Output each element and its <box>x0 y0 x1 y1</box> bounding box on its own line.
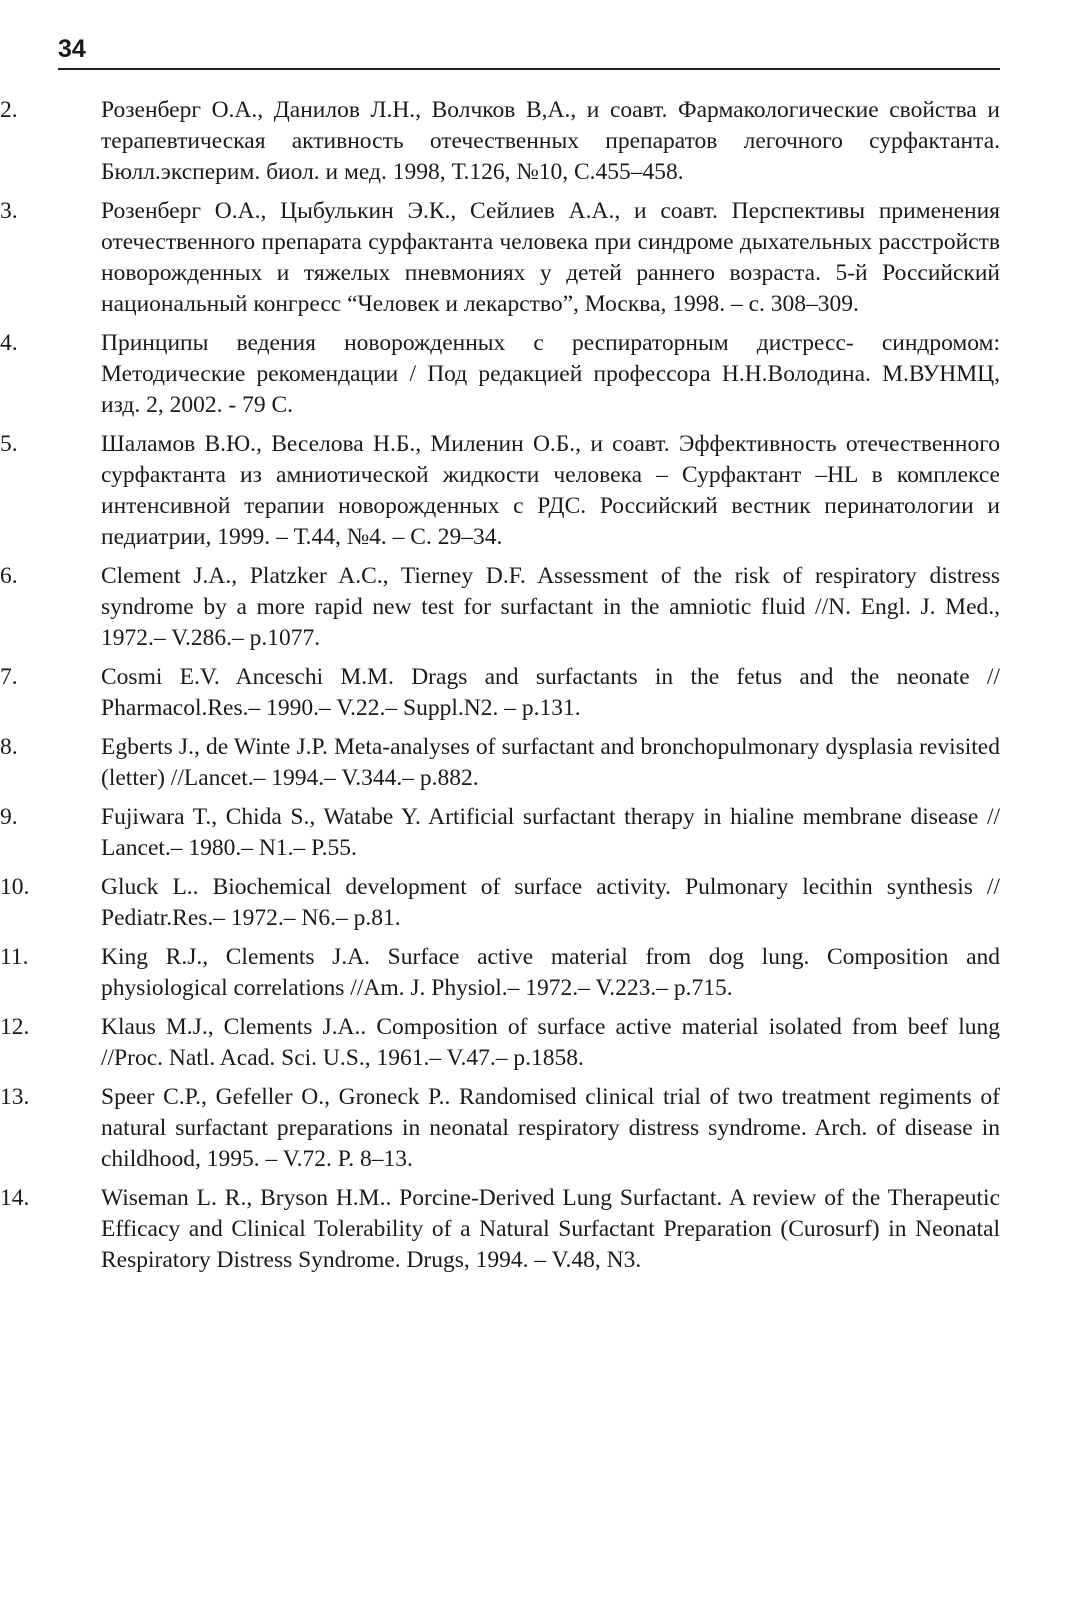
reference-text: Klaus M.J., Clements J.A.. Composition of surface active material isolated from beef lung //Proc. Natl. Acad. Sci. U.S., 1961.– V.47.– p.1858. <box>101 1014 1000 1071</box>
reference-item <box>0 196 1073 320</box>
reference-number: 3. <box>0 198 18 224</box>
reference-number: 9. <box>0 804 18 830</box>
reference-text: Speer C.P., Gefeller O., Groneck P.. Randomised clinical trial of two treatment regiments of natural surfactant preparations in neonatal respiratory distress syndrome. Arch. of disease in childhood, 1995. – V.72. P. 8–13. <box>101 1084 1000 1172</box>
reference-text: Cosmi E.V. Anceschi M.M. Drags and surfactants in the fetus and the neonate // Pharmacol.Res.– 1990.– V.22.– Suppl.N2. – p.131. <box>101 664 1000 721</box>
reference-item <box>0 328 1073 421</box>
reference-text: Шаламов В.Ю., Веселова Н.Б., Миленин О.Б., и соавт. Эффективность отечественного сурфактанта из амниотической жидкости человека – Сурфактант –HL в комплексе интенсивной терапии новорожденных с РДС. Российский вестник перинатологии и педиатрии, 1999. – Т.44, №4. – С. 29–34. <box>101 431 1000 550</box>
reference-item <box>0 872 1073 934</box>
reference-text: Fujiwara T., Chida S., Watabe Y. Artificial surfactant therapy in hialine membrane disease // Lancet.– 1980.– N1.– P.55. <box>101 804 1000 861</box>
reference-text: Egberts J., de Winte J.P. Meta-analyses of surfactant and bronchopulmonary dysplasia revisited (letter) //Lancet.– 1994.– V.344.– p.882. <box>101 734 1000 791</box>
header-rule <box>58 68 1000 70</box>
reference-text: Принципы ведения новорожденных с респираторным дистресс- синдромом: Методические рекомендации / Под редакцией профессора Н.Н.Володина. М.ВУНМЦ, изд. 2, 2002. - 79 С. <box>101 330 1000 418</box>
reference-number: 14. <box>0 1185 30 1211</box>
reference-text: Wiseman L. R., Bryson H.M.. Porcine-Derived Lung Surfactant. A review of the Therapeutic Efficacy and Clinical Tolerability of a Natural Surfactant Preparation (Curosurf) in Neonatal Respiratory Distress Syndrome. Drugs, 1994. – V.48, N3. <box>101 1185 1000 1273</box>
reference-number: 7. <box>0 664 18 690</box>
reference-number: 13. <box>0 1084 30 1110</box>
reference-text: Gluck L.. Biochemical development of surface activity. Pulmonary lecithin synthesis // Pediatr.Res.– 1972.– N6.– p.81. <box>101 874 1000 931</box>
reference-item <box>0 732 1073 794</box>
reference-list <box>0 95 1073 1284</box>
reference-number: 12. <box>0 1014 30 1040</box>
reference-item <box>0 1183 1073 1276</box>
reference-number: 4. <box>0 330 18 356</box>
reference-item <box>0 942 1073 1004</box>
reference-number: 6. <box>0 563 18 589</box>
reference-item <box>0 1082 1073 1175</box>
reference-number: 10. <box>0 874 30 900</box>
reference-text: Розенберг О.А., Данилов Л.Н., Волчков В,А., и соавт. Фармакологические свойства и терапевтическая активность отечественных препаратов легочного сурфактанта. Бюлл.эксперим. биол. и мед. 1998, Т.126, №10, С.455–458. <box>101 97 1000 185</box>
reference-text: King R.J., Clements J.A. Surface active material from dog lung. Composition and physiological correlations //Am. J. Physiol.– 1972.– V.223.– p.715. <box>101 944 1000 1001</box>
reference-number: 8. <box>0 734 18 760</box>
reference-item <box>0 429 1073 553</box>
reference-text: Clement J.A., Platzker A.C., Tierney D.F. Assessment of the risk of respiratory distress syndrome by a more rapid new test for surfactant in the amniotic fluid //N. Engl. J. Med., 1972.– V.286.– p.1077. <box>101 563 1000 651</box>
reference-number: 11. <box>0 944 29 970</box>
page-number: 34 <box>58 35 86 63</box>
reference-item <box>0 662 1073 724</box>
reference-number: 2. <box>0 97 18 123</box>
reference-number: 5. <box>0 431 18 457</box>
reference-item <box>0 802 1073 864</box>
reference-text: Розенберг О.А., Цыбулькин Э.К., Сейлиев А.А., и соавт. Перспективы применения отечественного препарата сурфактанта человека при синдроме дыхательных расстройств новорожденных и тяжелых пневмониях у детей раннего возраста. 5-й Российский национальный конгресс “Человек и лекарство”, Москва, 1998. – с. 308–309. <box>101 198 1000 317</box>
reference-item <box>0 95 1073 188</box>
reference-item <box>0 561 1073 654</box>
reference-item <box>0 1012 1073 1074</box>
